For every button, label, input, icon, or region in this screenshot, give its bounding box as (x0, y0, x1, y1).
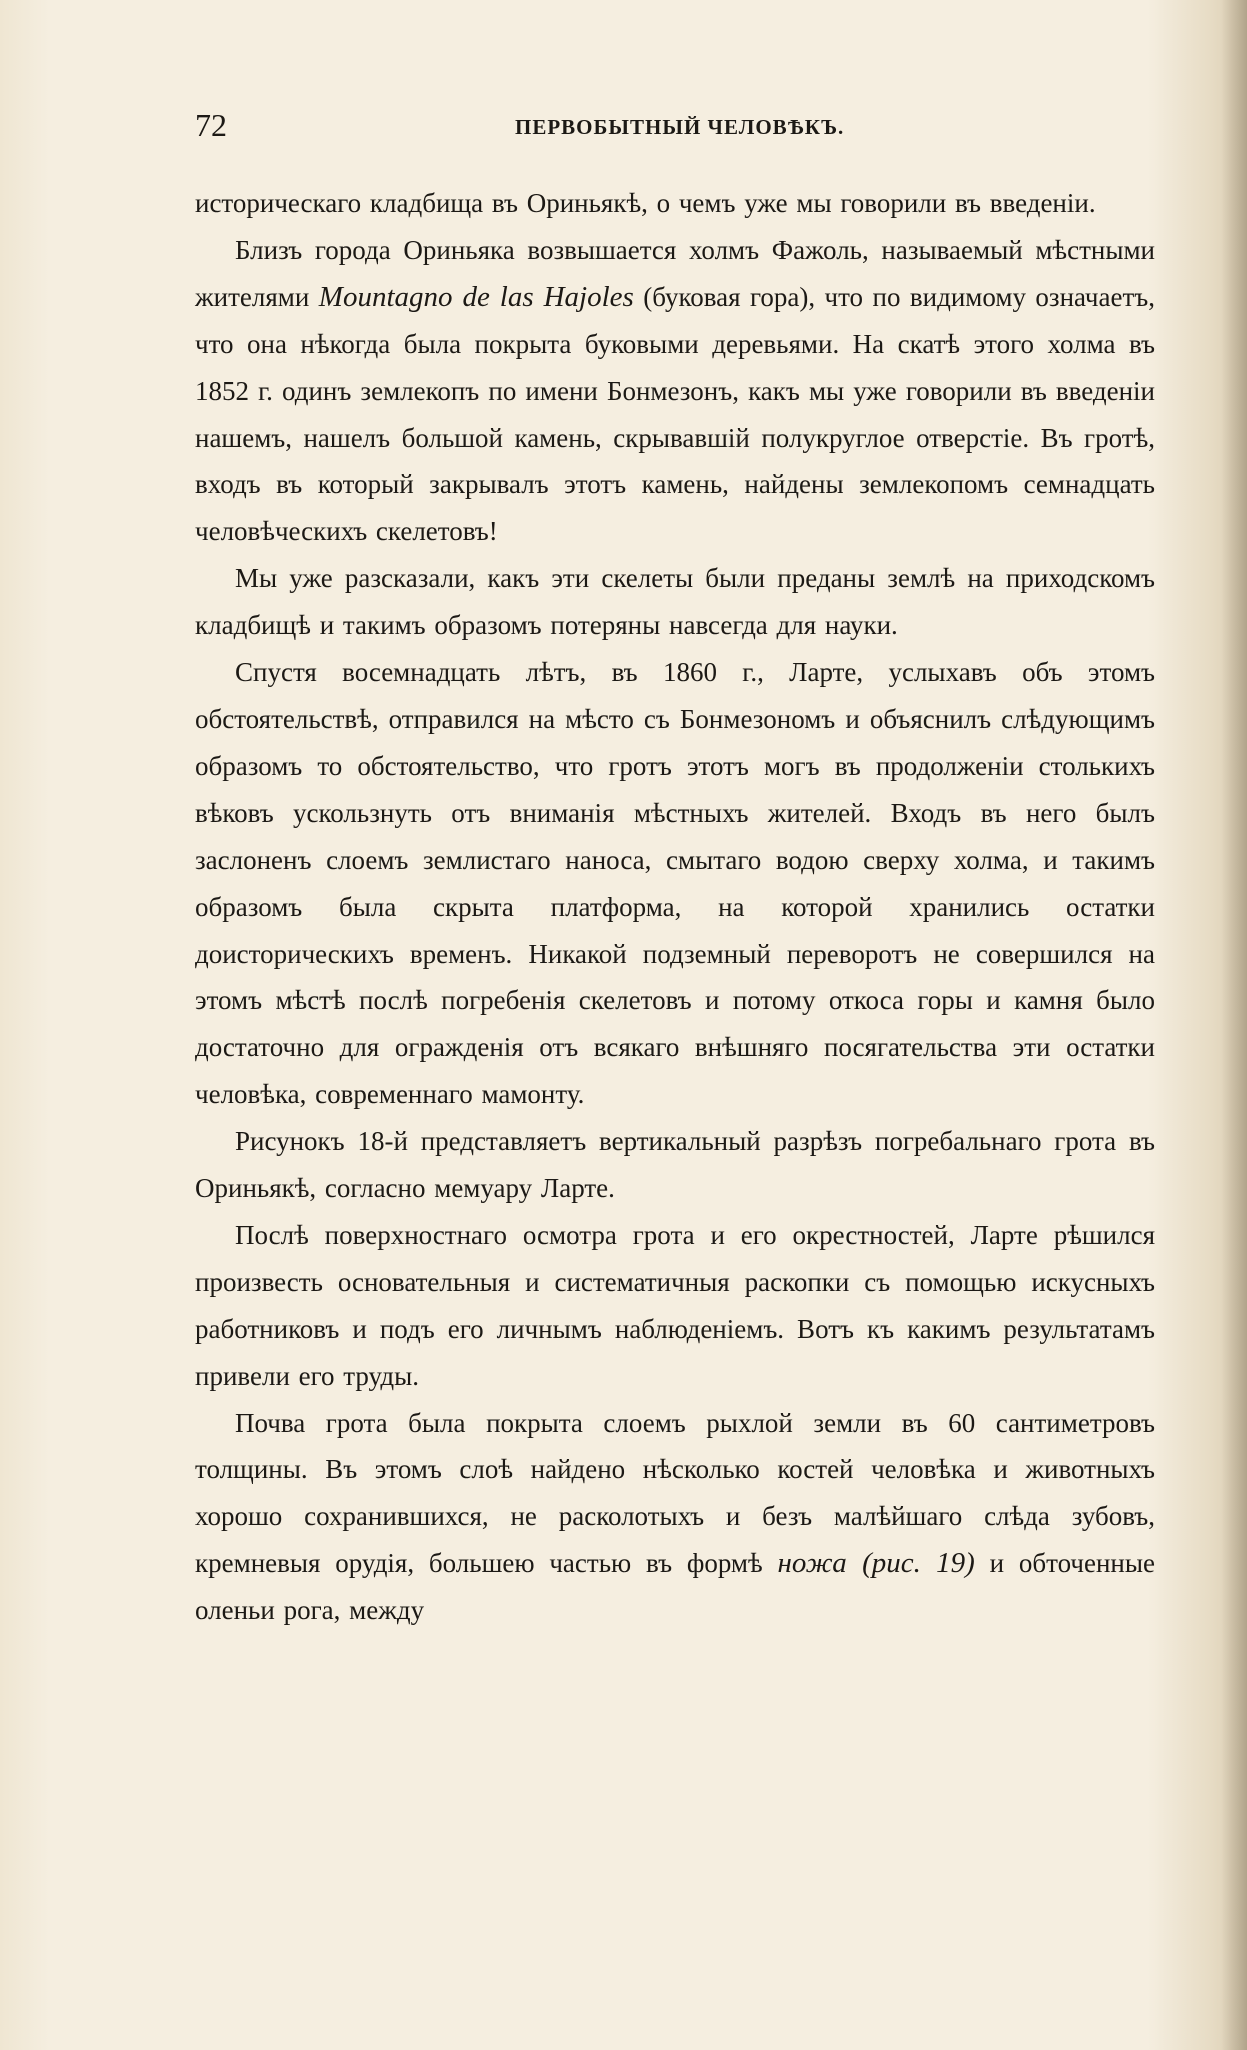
paragraph-6: Послѣ поверхностнаго осмотра грота и его окрестностей, Ларте рѣшился произвесть основательныя и систематичныя раскопки съ помощью искусныхъ работниковъ и подъ его личнымъ наблюденіемъ. Вотъ къ какимъ результатамъ привели его труды. (195, 1219, 1155, 1391)
body-text (195, 180, 1155, 1634)
paragraph-2 (195, 227, 1155, 555)
running-title: ПЕРВОБЫТНЫЙ ЧЕЛОВѢКЪ. (515, 115, 845, 139)
paragraph-7 (195, 1400, 1155, 1635)
page-header (195, 100, 1155, 150)
paragraph-2-text-end: (буковая гора), что по видимому означаетъ, что она нѣкогда была покрыта буковыми деревьями. На скатѣ этого холма въ 1852 г. одинъ землекопъ по имени Бонмезонъ, какъ мы уже говорили въ введеніи нашемъ, нашелъ большой камень, скрывавшій полукруглое отверстіе. Въ гротѣ, входъ въ который закрывалъ этотъ камень, найдены землекопомъ семнадцать человѣческихъ скелетовъ! (195, 281, 1155, 547)
paragraph-5: Рисунокъ 18-й представляетъ вертикальный разрѣзъ погребальнаго грота въ Ориньякѣ, согласно мемуару Ларте. (195, 1126, 1155, 1204)
paragraph-3: Мы уже разсказали, какъ эти скелеты были преданы землѣ на приходскомъ кладбищѣ и такимъ образомъ потеряны навсегда для науки. (195, 563, 1155, 641)
paragraph-7-text-start: Почва грота была покрыта слоемъ рыхлой земли въ 60 сантиметровъ толщины. Въ этомъ слоѣ найдено нѣсколько костей человѣка и животныхъ хорошо сохранившихся, не расколотыхъ и безъ малѣйшаго слѣда зубовъ, кремневыя орудія, большею частью въ формѣ (195, 1407, 1155, 1579)
page-spine-shadow (1221, 0, 1247, 2050)
paragraph-7-italic-figure-ref: ножа (рис. 19) (777, 1547, 975, 1580)
paragraph-2-text-start: Близъ города Ориньяка возвышается холмъ Фажоль, называемый мѣстными жителями (195, 234, 1155, 312)
paragraph-7-text-end: и обточенные оленьи рога, между (195, 1548, 1155, 1626)
page-number: 72 (195, 107, 227, 143)
paragraph-4: Спустя восемнадцать лѣтъ, въ 1860 г., Ларте, услыхавъ объ этомъ обстоятельствѣ, отправился на мѣсто съ Бонмезономъ и объяснилъ слѣдующимъ образомъ то обстоятельство, что гротъ этотъ могъ въ продолженіи столькихъ вѣковъ ускользнуть отъ вниманія мѣстныхъ жителей. Входъ въ него былъ заслоненъ слоемъ землистаго наноса, смытаго водою сверху холма, и такимъ образомъ была скрыта платформа, на которой хранились остатки доисторическихъ временъ. Никакой подземный переворотъ не совершился на этомъ мѣстѣ послѣ погребенія скелетовъ и потому откоса горы и камня было достаточно для огражденія отъ всякаго внѣшняго посягательства эти остатки человѣка, современнаго мамонту. (195, 657, 1155, 1110)
paragraph-2-italic-name: Mountagno de las Hajoles (318, 280, 634, 313)
paragraph-1: историческаго кладбища въ Ориньякѣ, о чемъ уже мы говорили въ введеніи. (195, 188, 1096, 218)
